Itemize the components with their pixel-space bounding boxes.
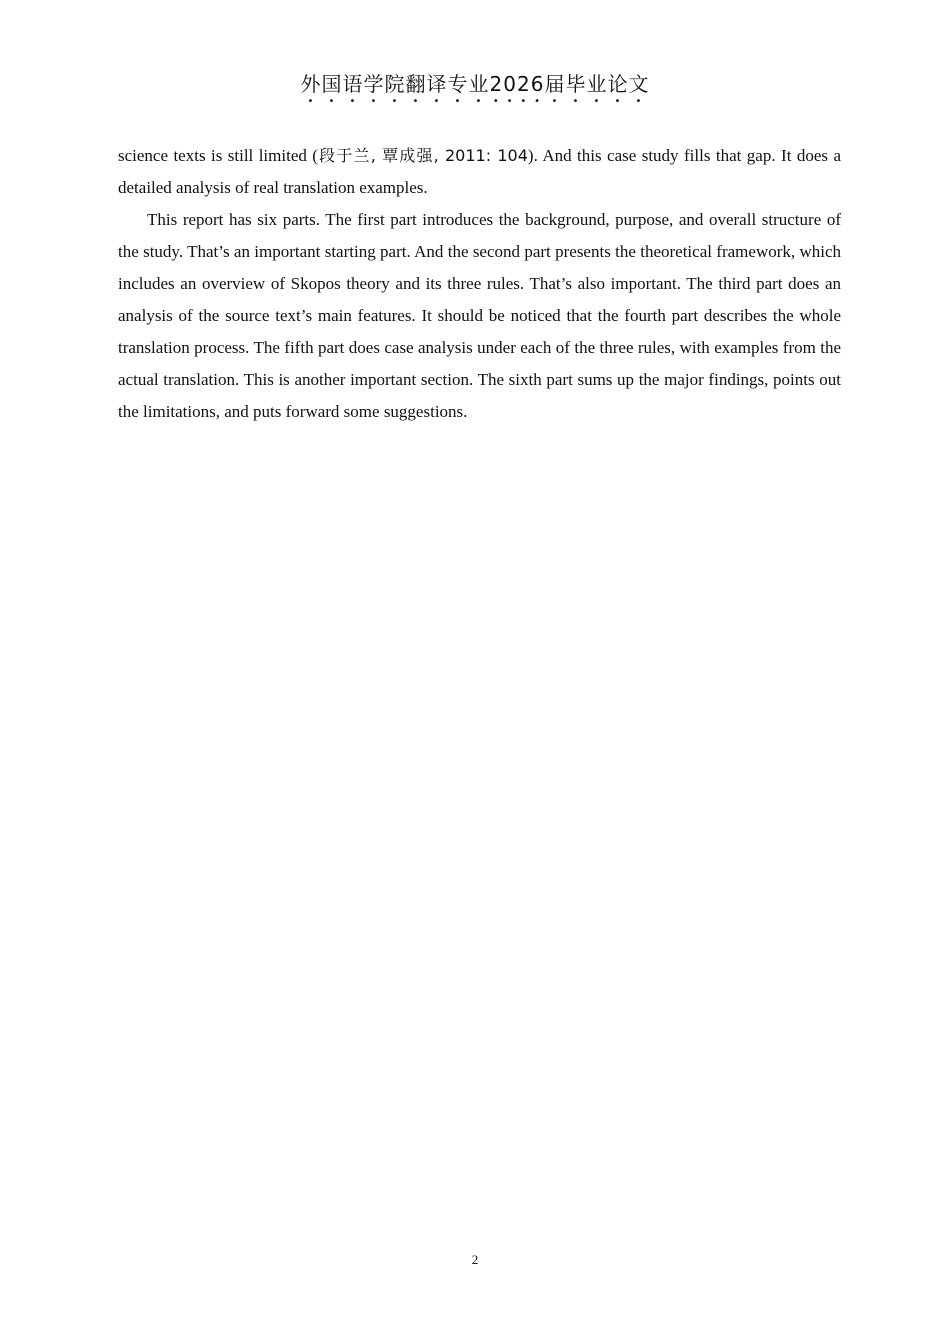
running-header xyxy=(0,68,950,107)
paragraph-text-after-citation: ). And this case study fills that gap. It does a detailed analysis of real translation examples. xyxy=(118,146,841,197)
paragraph-structure: This report has six parts. The first part introduces the background, purpose, and overall structure of the study. That’s an important starting part. And the second part presents the theoretical framework, which includes an overview of Skopos theory and its three rules. That’s also important. The third part does an analysis of the source text’s main features. It should be noticed that the fourth part describes the whole translation process. The fifth part does case analysis under each of the three rules, with examples from the actual translation. This is another important section. The sixth part sums up the major findings, points out the limitations, and puts forward some suggestions. xyxy=(118,210,841,421)
paragraph-continued xyxy=(118,140,841,204)
citation-text: 段于兰, 覃成强, 2011: 104 xyxy=(317,146,528,165)
page-number: 2 xyxy=(471,1252,479,1267)
paragraph-text-before-citation: science texts is still limited ( xyxy=(118,146,318,165)
document-body xyxy=(118,140,841,428)
header-title: 外国语学院翻译专业2026届毕业论文 xyxy=(300,72,650,96)
